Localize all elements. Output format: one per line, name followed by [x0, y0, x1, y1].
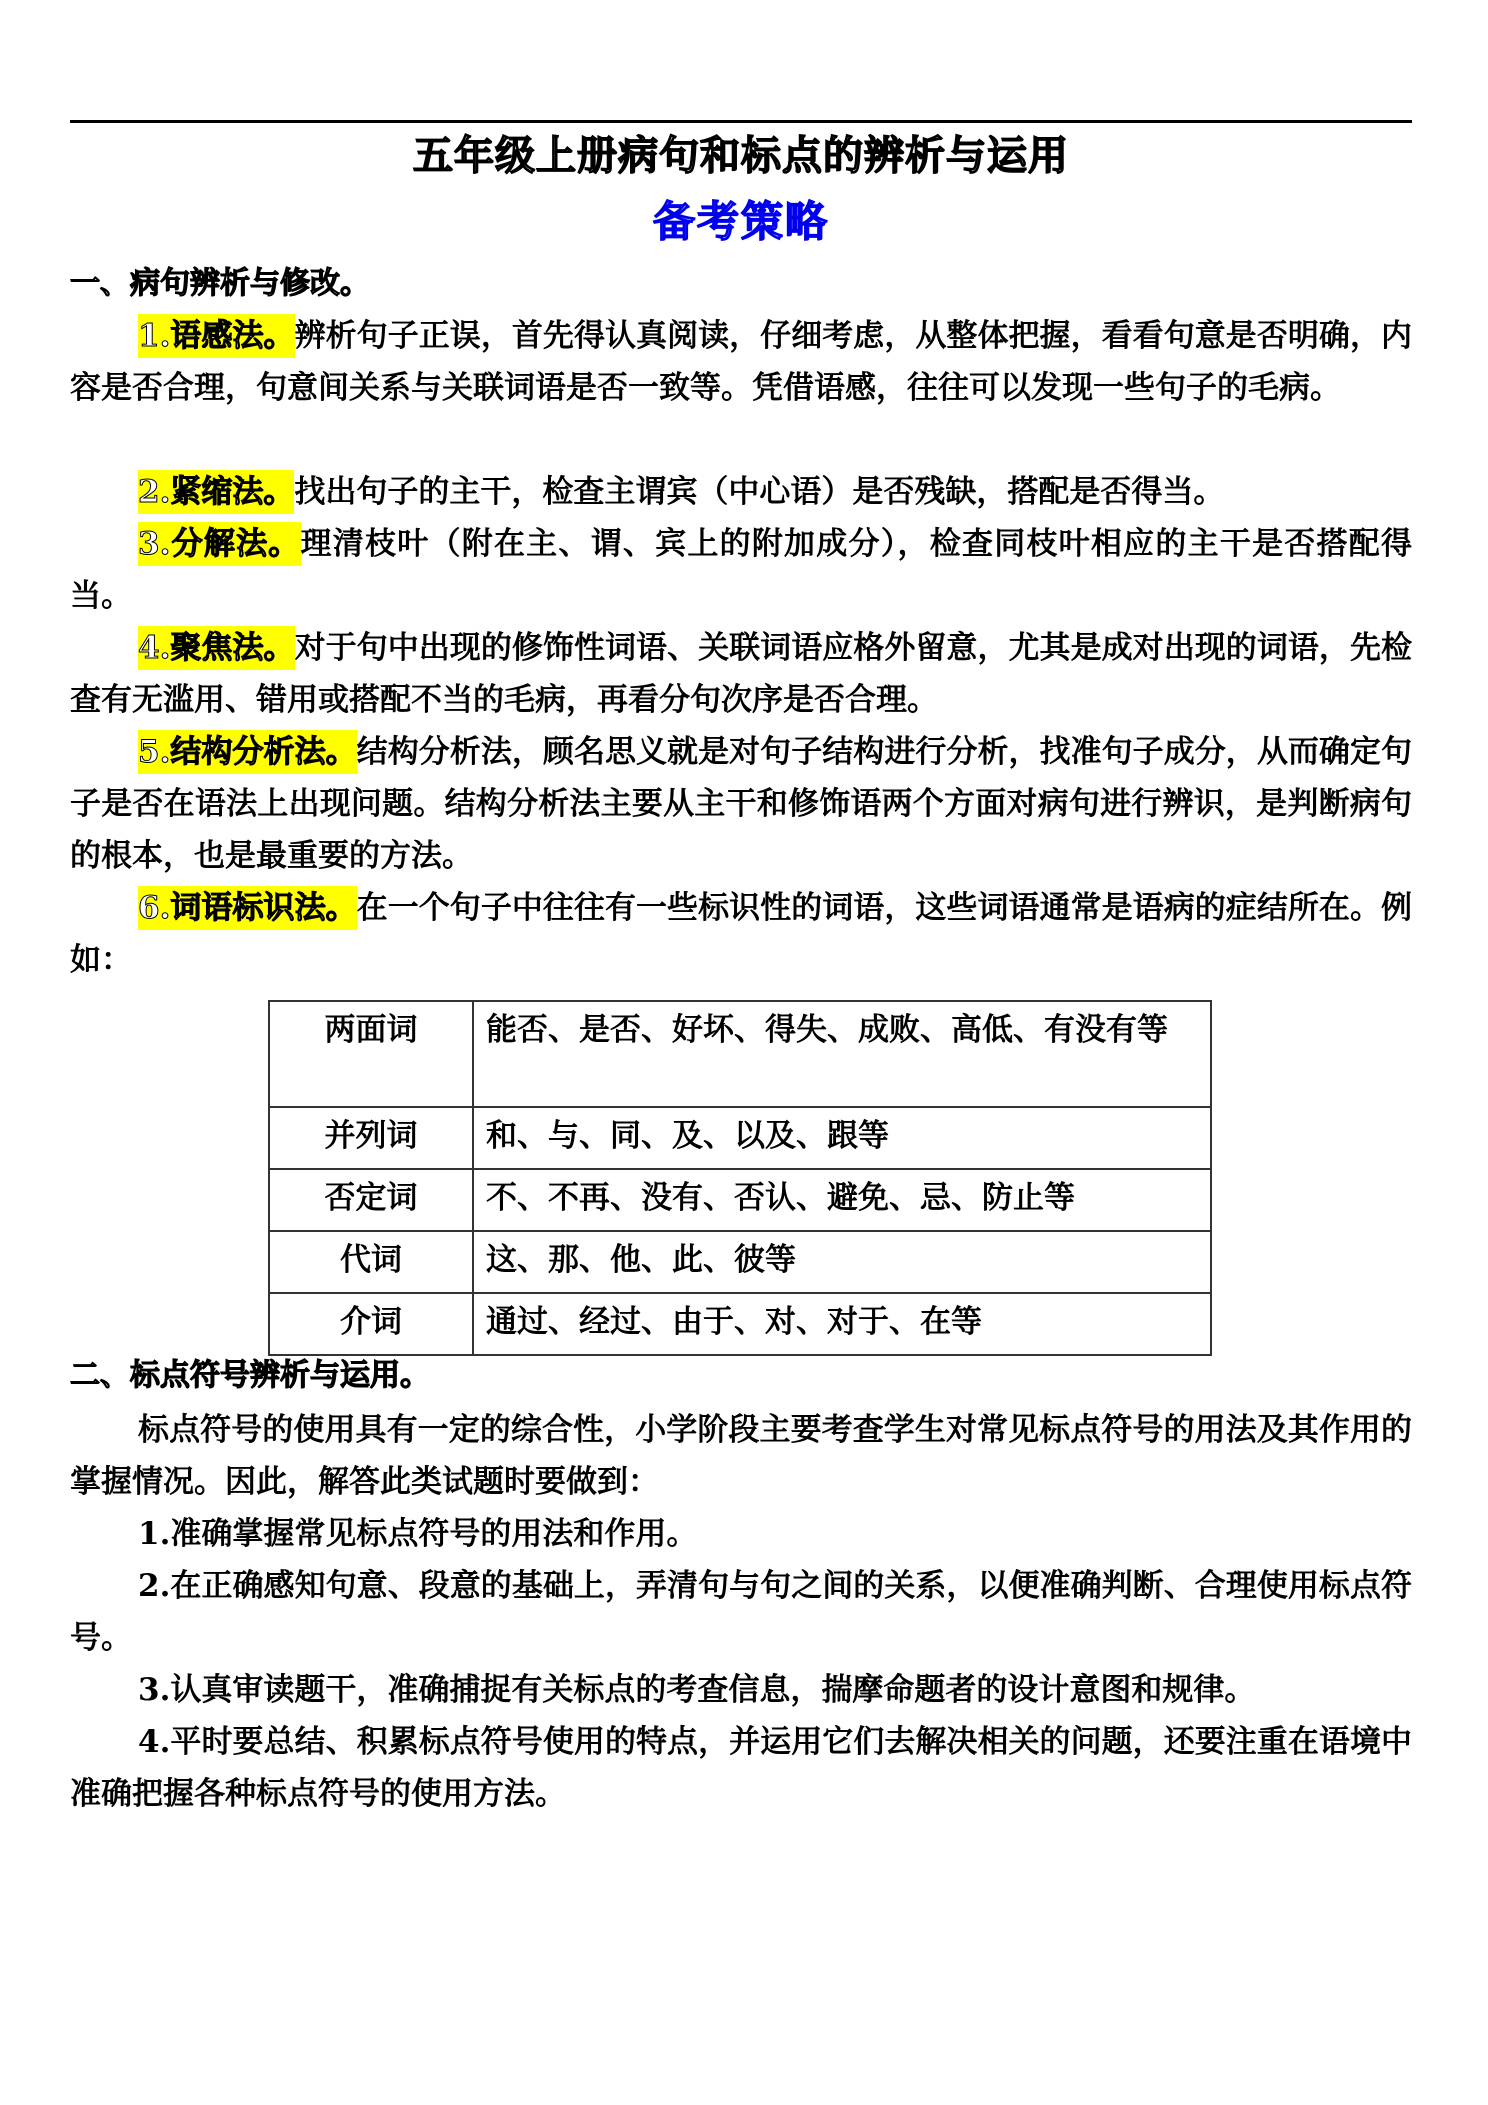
table-row: [269, 1107, 1211, 1169]
examples-cell: 通过、经过、由于、对、对于、在等: [473, 1293, 1211, 1355]
punctuation-point-3: 3.认真审读题干，准确捕捉有关标点的考查信息，揣摩命题者的设计意图和规律。: [138, 1672, 1256, 1708]
document-subtitle: 备考策略: [652, 197, 829, 246]
term-cell: 介词: [269, 1293, 473, 1355]
punctuation-point-1: 1.准确掌握常见标点符号的用法和作用。: [138, 1516, 698, 1552]
method-label: 1.语感法。: [138, 314, 295, 358]
header-rule: [70, 120, 1412, 123]
method-label: 2.紧缩法。: [138, 470, 294, 514]
method-label: 4.聚焦法。: [138, 626, 295, 670]
marker-words-table: [268, 1000, 1212, 1356]
method-paragraph-5: [70, 726, 1412, 882]
table-row: [269, 1293, 1211, 1355]
method-paragraph-3: [70, 518, 1412, 622]
section-heading-2: 二、标点符号辨析与运用。: [70, 1358, 430, 1393]
term-cell: 代词: [269, 1231, 473, 1293]
term-cell: 否定词: [269, 1169, 473, 1231]
term-cell: 两面词: [269, 1001, 473, 1107]
method-text: 找出句子的主干，检查主谓宾（中心语）是否残缺，搭配是否得当。: [294, 474, 1225, 510]
method-label: 5.结构分析法。: [138, 730, 357, 774]
examples-cell: 不、不再、没有、否认、避免、忌、防止等: [473, 1169, 1211, 1231]
method-text: 在一个句子中往往有一些标识性的词语，这些词语通常是语病的症结所在。例如：: [70, 890, 1412, 978]
method-paragraph-2: [70, 466, 1412, 518]
examples-cell: 和、与、同、及、以及、跟等: [473, 1107, 1211, 1169]
method-text: 结构分析法，顾名思义就是对句子结构进行分析，找准句子成分，从而确定句子是否在语法上出现问题。结构分析法主要从主干和修饰语两个方面对病句进行辨识，是判断病句的根本，也是最重要的方法。: [70, 734, 1412, 874]
method-paragraph-1: [70, 310, 1412, 414]
method-paragraph-4: [70, 622, 1412, 726]
table-row: [269, 1231, 1211, 1293]
method-text: 理清枝叶（附在主、谓、宾上的附加成分），检查同枝叶相应的主干是否搭配得当。: [70, 526, 1412, 614]
document-title: 五年级上册病句和标点的辨析与运用: [413, 132, 1069, 179]
punctuation-point-4: 4.平时要总结、积累标点符号使用的特点，并运用它们去解决相关的问题，还要注重在语境中准确把握各种标点符号的使用方法。: [70, 1724, 1412, 1812]
examples-cell: 能否、是否、好坏、得失、成败、高低、有没有等: [473, 1001, 1211, 1107]
term-cell: 并列词: [269, 1107, 473, 1169]
section2-intro: 标点符号的使用具有一定的综合性，小学阶段主要考查学生对常见标点符号的用法及其作用的掌握情况。因此，解答此类试题时要做到：: [70, 1412, 1412, 1500]
table-row: [269, 1001, 1211, 1107]
section-heading-1: 一、病句辨析与修改。: [70, 266, 370, 301]
method-paragraph-6: [70, 882, 1412, 986]
method-text: 辨析句子正误，首先得认真阅读，仔细考虑，从整体把握，看看句意是否明确，内容是否合理，句意间关系与关联词语是否一致等。凭借语感，往往可以发现一些句子的毛病。: [70, 318, 1412, 406]
method-label: 3.分解法。: [138, 522, 301, 566]
table-row: [269, 1169, 1211, 1231]
punctuation-point-2: 2.在正确感知句意、段意的基础上，弄清句与句之间的关系，以便准确判断、合理使用标点符号。: [70, 1568, 1412, 1656]
method-text: 对于句中出现的修饰性词语、关联词语应格外留意，尤其是成对出现的词语，先检查有无滥用、错用或搭配不当的毛病，再看分句次序是否合理。: [70, 630, 1412, 718]
examples-cell: 这、那、他、此、彼等: [473, 1231, 1211, 1293]
method-label: 6.词语标识法。: [138, 886, 357, 930]
